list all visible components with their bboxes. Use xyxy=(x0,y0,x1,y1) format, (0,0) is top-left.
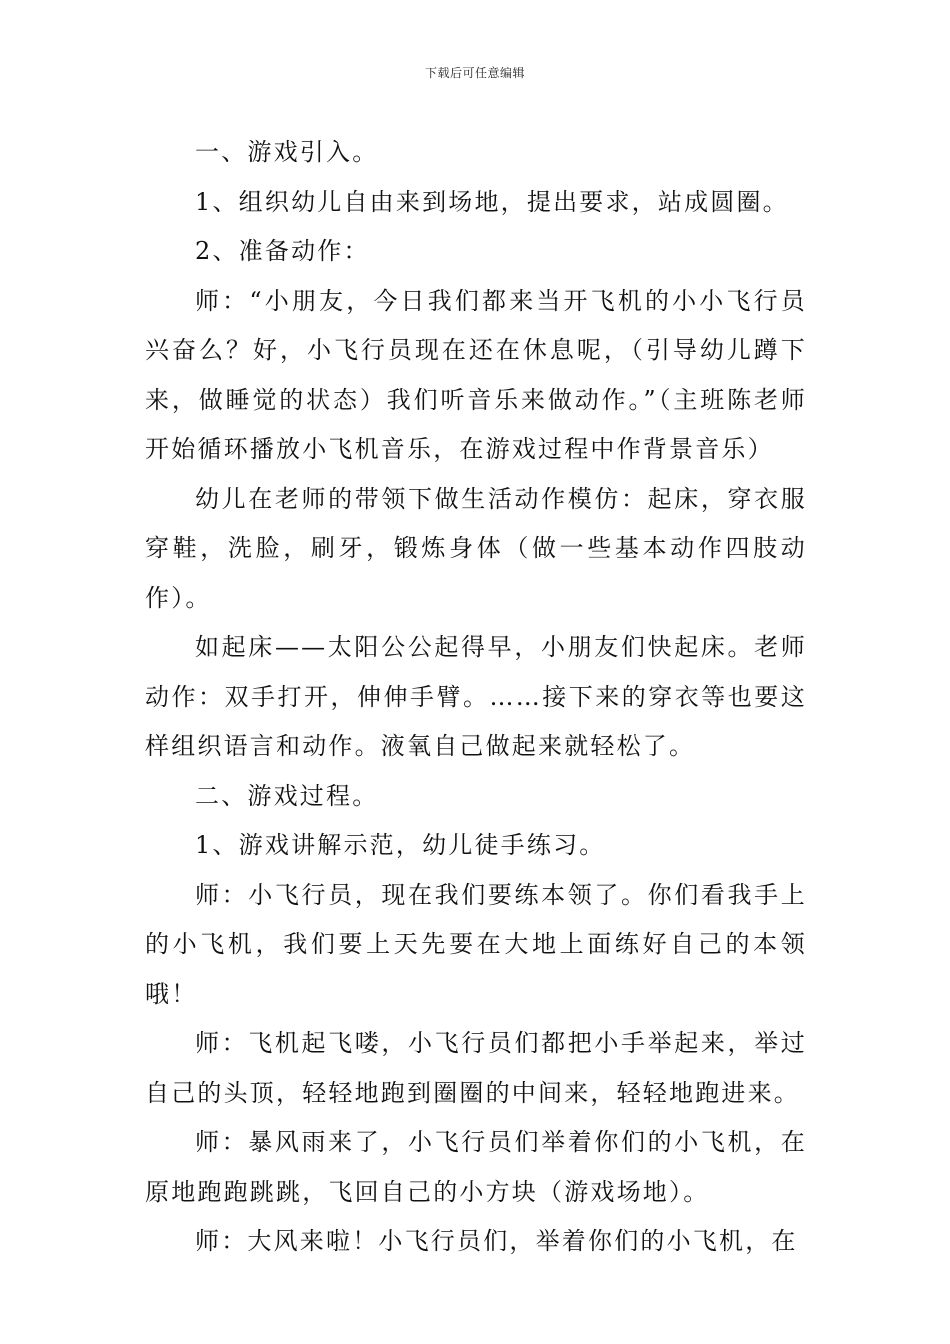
document-body xyxy=(145,128,807,1267)
paragraph: 幼儿在老师的带领下做生活动作模仿：起床，穿衣服穿鞋，洗脸，刷牙，锻炼身体（做一些基本动作四肢动作）。 xyxy=(145,484,807,612)
paragraph: 1、游戏讲解示范，幼儿徒手练习。 xyxy=(195,831,606,859)
paragraph: 如起床——太阳公公起得早，小朋友们快起床。老师动作：双手打开，伸伸手臂。……接下来的穿衣等也要这样组织语言和动作。液氧自己做起来就轻松了。 xyxy=(145,633,807,760)
paragraph: 一、游戏引入。 xyxy=(195,138,379,166)
paragraph: 二、游戏过程。 xyxy=(195,781,379,810)
paragraph: 师：“小朋友，今日我们都来当开飞机的小小飞行员兴奋么？好，小飞行员现在还在休息呢，（引导幼儿蹲下来，做睡觉的状态）我们听音乐来做动作。”（主班陈老师开始循环播放小飞机音乐，在游戏过程中作背景音乐） xyxy=(145,286,807,463)
page-header: 下载后可任意编辑 xyxy=(424,66,525,80)
paragraph: 师：小飞行员，现在我们要练本领了。你们看我手上的小飞机，我们要上天先要在大地上面练好自己的本领哦！ xyxy=(145,880,807,1008)
paragraph: 师：大风来啦！小飞行员们，举着你们的小飞机，在 xyxy=(195,1227,798,1255)
paragraph: 师：暴风雨来了，小飞行员们举着你们的小飞机，在原地跑跑跳跳，飞回自己的小方块（游戏场地）。 xyxy=(145,1128,807,1206)
paragraph: 2、准备动作： xyxy=(195,237,370,265)
paragraph: 师：飞机起飞喽，小飞行员们都把小手举起来，举过自己的头顶，轻轻地跑到圈圈的中间来，轻轻地跑进来。 xyxy=(145,1029,807,1107)
paragraph: 1、组织幼儿自由来到场地，提出要求，站成圆圈。 xyxy=(195,187,789,216)
